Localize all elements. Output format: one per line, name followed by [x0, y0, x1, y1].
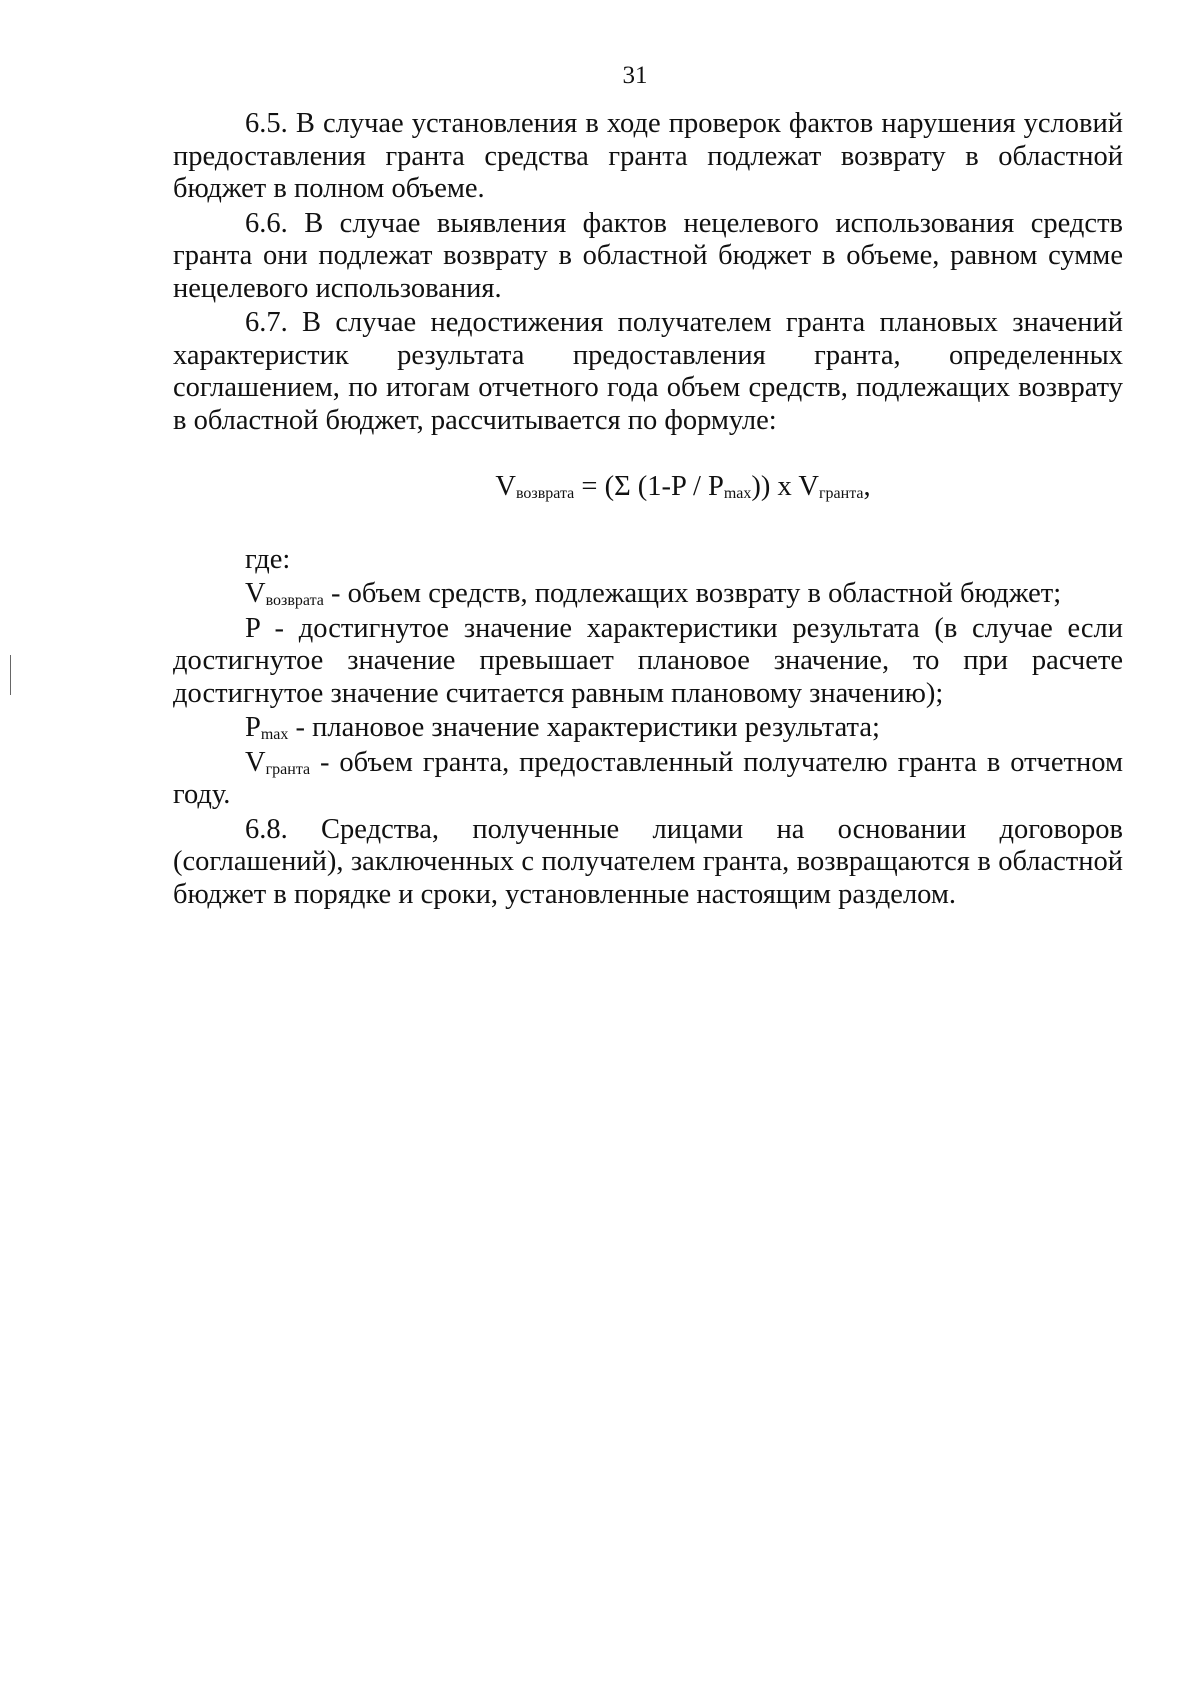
definition-v-grant-symbol: V [245, 746, 266, 778]
paragraph-6-6: 6.6. В случае выявления фактов нецелевого использования средств гранта они подлежат возврату в областной бюджет в объеме, равном сумме нецелевого использования. [173, 207, 1123, 304]
scan-margin-mark [10, 655, 11, 695]
definition-pmax-subscript: max [260, 726, 289, 743]
formula-expression: = (Σ (1-P / P [574, 471, 724, 502]
definition-v-return [173, 578, 1123, 611]
definition-pmax-symbol: P [245, 712, 261, 743]
definition-v-grant [173, 747, 1123, 812]
formula-trailing-comma: , [863, 471, 871, 502]
definition-v-return-text: - объем средств, подлежащих возврату в областной бюджет; [323, 578, 1062, 609]
formula-pmax-subscript: max [723, 485, 752, 502]
definition-v-return-subscript: возврата [265, 592, 324, 609]
definition-pmax-text: - плановое значение характеристики результата; [288, 712, 880, 743]
page-number: 31 [622, 62, 648, 89]
paragraph-6-7: 6.7. В случае недостижения получателем гранта плановых значений характеристик результата предоставления гранта, определенных соглашением, по итогам отчетного года объем средств, подлежащих возврату в областной бюджет, рассчитывается по формуле: [173, 307, 1123, 436]
formula-v-subscript: возврата [515, 485, 575, 502]
definition-v-grant-text: - объем гранта, предоставленный получателю гранта в отчетном году. [173, 746, 1123, 810]
definition-pmax [173, 712, 1123, 745]
definition-v-grant-subscript: гранта [265, 760, 311, 778]
formula-multiplier: )) x V [751, 471, 819, 502]
definition-p: P - достигнутое значение характеристики результата (в случае если достигнутое значение превышает плановое значение, то при расчете достигнутое значение считается равным плановому значению); [173, 612, 1123, 709]
return-formula [173, 471, 1123, 504]
formula-v-symbol: V [495, 471, 516, 502]
document-body [173, 108, 1123, 913]
paragraph-6-8: 6.8. Средства, полученные лицами на основании договоров (соглашений), заключенных с получателем гранта, возвращаются в областной бюджет в порядке и сроки, установленные настоящим разделом. [173, 813, 1123, 910]
definitions-where: где: [245, 543, 291, 575]
formula-vgrant-subscript: гранта [818, 485, 864, 502]
paragraph-6-5: 6.5. В случае установления в ходе проверок фактов нарушения условий предоставления гранта средства гранта подлежат возврату в областной бюджет в полном объеме. [173, 108, 1123, 204]
definition-v-return-symbol: V [245, 578, 266, 609]
